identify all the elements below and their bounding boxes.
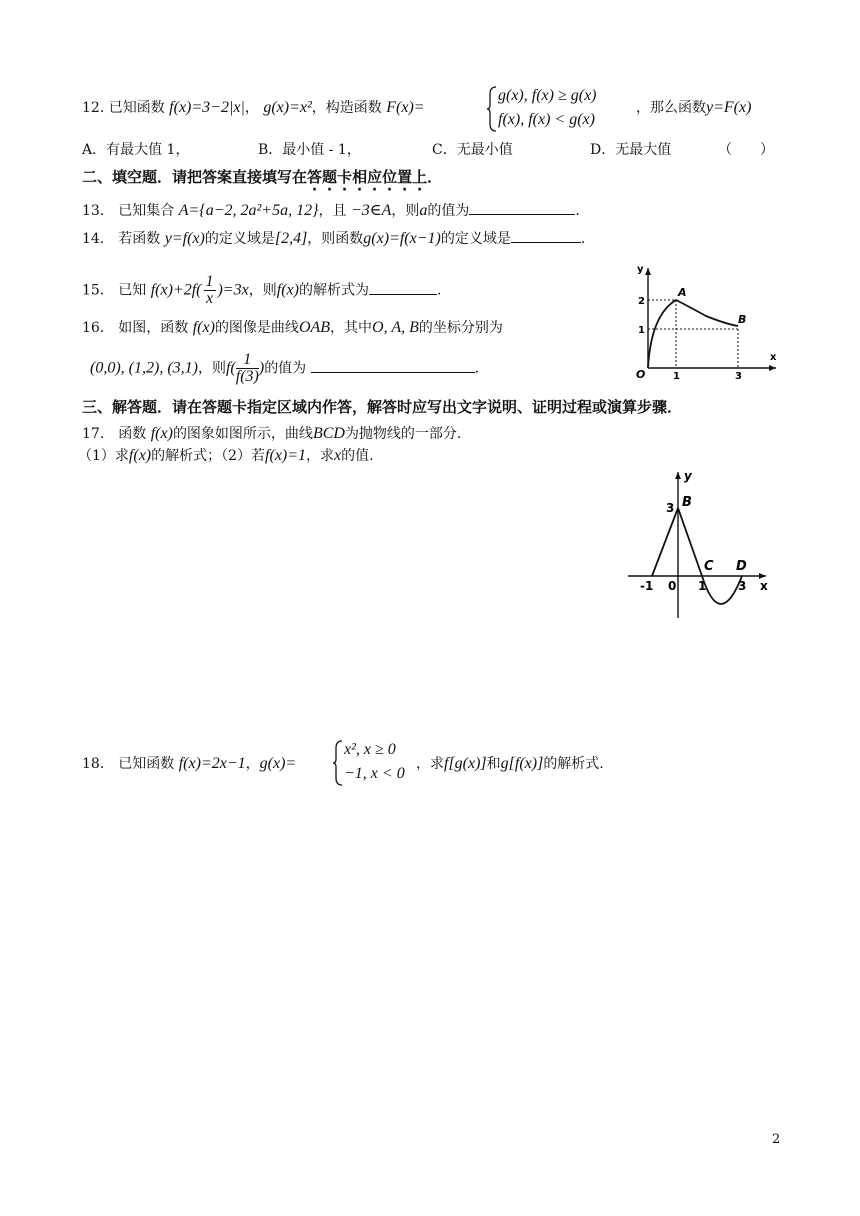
q12-option-b: B．最小值 - 1， bbox=[258, 142, 361, 158]
fig17-point-b: B bbox=[682, 495, 692, 510]
fig16-origin: O bbox=[636, 368, 646, 380]
q14-gfn: g(x)=f(x−1) bbox=[363, 230, 441, 247]
q16-expr-a: f( bbox=[225, 359, 236, 377]
q18-case2: −1, x < 0 bbox=[344, 765, 405, 782]
q14-text2: 的定义域是 bbox=[204, 231, 275, 247]
section3-heading: 三、解答题．请在答题卡指定区域内作答，解答时应写出文字说明、证明过程或演算步骤． bbox=[82, 398, 683, 416]
q14-end: . bbox=[580, 231, 586, 247]
q13-cond: −3∈A bbox=[350, 202, 392, 219]
q14-answer-blank[interactable] bbox=[511, 228, 581, 243]
q16-line1 bbox=[82, 318, 503, 338]
q12-label: 12. bbox=[82, 100, 105, 116]
q12-tail-line bbox=[636, 98, 751, 118]
fig16-ytick-1: 1 bbox=[638, 325, 645, 336]
fig17-y-arrow bbox=[675, 472, 681, 479]
q13-text4: 的值为 bbox=[427, 203, 470, 219]
q16-label: 16． bbox=[82, 320, 114, 336]
section2-dotted bbox=[307, 168, 427, 186]
q12-option-a: A．有最大值 1， bbox=[82, 142, 190, 158]
fig16-y-arrow bbox=[645, 268, 651, 275]
q12-case2: f(x), f(x) < g(x) bbox=[498, 111, 595, 128]
q17-sub2: ，求 bbox=[306, 448, 335, 464]
q13-text3: ，则 bbox=[391, 203, 420, 219]
q17-cond: f(x)=1 bbox=[265, 447, 307, 464]
fig16-x-label: x bbox=[770, 352, 777, 363]
q14-fn: y=f(x) bbox=[164, 230, 205, 247]
fig17-x-label: x bbox=[760, 579, 768, 593]
q15-fraction bbox=[204, 274, 216, 307]
q17-line2 bbox=[78, 446, 374, 466]
q16-text4: 的坐标分别为 bbox=[418, 320, 503, 336]
fig17-xtick-neg1: -1 bbox=[640, 579, 654, 593]
fig17-xtick-0: 0 bbox=[668, 579, 677, 593]
q16-line2 bbox=[90, 352, 479, 385]
q13-end: . bbox=[575, 203, 580, 219]
q16-frac-den: f(3) bbox=[235, 368, 259, 385]
q16-text2: 的图像是曲线 bbox=[214, 320, 299, 336]
section2-dotted-char: 置 bbox=[397, 168, 413, 186]
fig16-point-a: A bbox=[678, 286, 687, 299]
section2-dotted-char: 上 bbox=[412, 168, 428, 186]
fig17-point-d: D bbox=[736, 559, 747, 574]
q12-lead: 已知函数 bbox=[108, 100, 165, 116]
fig17-ytick-3: 3 bbox=[666, 501, 675, 515]
fig17-segment-ab bbox=[652, 508, 678, 576]
q16-expr-b: ) bbox=[258, 359, 265, 377]
q17-text1: 函数 bbox=[118, 426, 147, 442]
q17-fx: f(x) bbox=[150, 425, 173, 442]
q12-f-def: f(x)=3−2|x| bbox=[169, 99, 245, 116]
q18-case1: x², x ≥ 0 bbox=[344, 741, 396, 758]
q17-fx2: f(x) bbox=[128, 447, 152, 464]
q12-answer-paren: （ ） bbox=[718, 142, 774, 158]
q18-label: 18． bbox=[82, 756, 114, 772]
q17-sub1: （1）求 bbox=[78, 448, 129, 464]
fig16-xtick-3: 3 bbox=[735, 371, 742, 380]
q18-fdef: f(x)=2x−1 bbox=[178, 755, 246, 772]
fig16-y-label: y bbox=[637, 264, 644, 275]
q14-text1: 若函数 bbox=[118, 231, 161, 247]
q18-e1: f[g(x)] bbox=[444, 755, 487, 772]
q16-curve: OAB bbox=[298, 319, 331, 336]
q12-option-d: D．无最大值 bbox=[590, 142, 672, 158]
q13-text1: 已知集合 bbox=[118, 203, 175, 219]
q15-eq-a: f(x)+2f( bbox=[150, 281, 202, 299]
q15-text1: 已知 bbox=[118, 282, 147, 299]
q18-e2: g[f(x)] bbox=[500, 755, 544, 772]
q12-tail: ，那么函数 bbox=[636, 100, 706, 116]
q14-text4: 的定义域是 bbox=[440, 231, 511, 247]
q17-curve: BCD bbox=[312, 425, 345, 442]
q12-brace bbox=[486, 86, 498, 132]
q13-text2: ，且 bbox=[318, 203, 347, 219]
section2-plain: 二、填空题．请把答案直接填写在 bbox=[82, 168, 308, 186]
q16-fx: f(x) bbox=[192, 319, 215, 336]
q16-end: . bbox=[474, 360, 480, 377]
q17-sub3: 的值. bbox=[341, 448, 374, 464]
section2-dotted-char: 相 bbox=[352, 168, 368, 186]
q13-label: 13． bbox=[82, 203, 114, 219]
q15-frac-den: x bbox=[205, 290, 214, 307]
q18-brace bbox=[332, 740, 344, 786]
q12-sep1: ， bbox=[244, 100, 259, 116]
section2-dotted-char: 题 bbox=[322, 168, 338, 186]
q12-y-def: y=F(x) bbox=[706, 99, 752, 116]
q15-answer-blank[interactable] bbox=[369, 280, 437, 295]
q18-tail-line bbox=[416, 754, 604, 774]
q12-sep2: ，构造函数 bbox=[311, 100, 382, 116]
fig16-curve bbox=[648, 300, 738, 368]
q17-label: 17． bbox=[82, 426, 114, 442]
q13-answer-blank[interactable] bbox=[469, 200, 575, 215]
q18-gdef: g(x)= bbox=[259, 755, 297, 772]
q14-text3: ，则函数 bbox=[307, 231, 364, 247]
q14-line bbox=[82, 228, 585, 249]
fig17-y-label: y bbox=[684, 469, 692, 483]
q17-line1 bbox=[82, 424, 461, 444]
q12-F-lhs: F(x)= bbox=[386, 99, 425, 116]
q18-text1: 已知函数 bbox=[118, 756, 175, 772]
q13-set: A={a−2, 2a²+5a, 12} bbox=[178, 202, 319, 219]
q15-frac-num: 1 bbox=[205, 273, 214, 290]
q18-line bbox=[82, 754, 296, 774]
q15-fx: f(x) bbox=[276, 281, 299, 299]
q15-text2: ，则 bbox=[248, 282, 277, 299]
q12-case1: g(x), f(x) ≥ g(x) bbox=[498, 87, 597, 104]
q17-text2: 的图象如图所示，曲线 bbox=[172, 426, 313, 442]
fig16-ytick-2: 2 bbox=[638, 296, 645, 307]
q12-line bbox=[82, 98, 425, 118]
q12-g-def: g(x)=x² bbox=[263, 99, 312, 116]
q14-domain: [2,4] bbox=[274, 230, 308, 247]
fig16-point-b: B bbox=[738, 313, 747, 326]
q15-end: . bbox=[436, 282, 442, 299]
section2-dotted-char: 应 bbox=[367, 168, 383, 186]
q17-sub1b: 的解析式；（2）若 bbox=[151, 448, 266, 464]
q16-text5: ，则 bbox=[197, 360, 226, 377]
q16-pts: O, A, B bbox=[372, 319, 419, 336]
fig17-point-c: C bbox=[704, 559, 714, 574]
q15-label: 15． bbox=[82, 282, 114, 299]
fig17-xtick-3: 3 bbox=[738, 579, 747, 593]
q14-label: 14． bbox=[82, 231, 114, 247]
q16-fraction bbox=[236, 352, 259, 385]
q18-sep: ， bbox=[245, 756, 260, 772]
q16-frac-num: 1 bbox=[236, 352, 259, 369]
q12-option-c: C．无最小值 bbox=[432, 142, 513, 158]
q16-coords: (0,0), (1,2), (3,1) bbox=[90, 359, 198, 377]
q16-text6: 的值为 bbox=[264, 360, 307, 377]
section2-end: ． bbox=[427, 168, 443, 186]
fig17-parabola-bcd bbox=[678, 508, 742, 604]
fig17-xtick-1: 1 bbox=[698, 579, 707, 593]
q16-answer-blank[interactable] bbox=[311, 358, 475, 373]
section2-dotted-char: 答 bbox=[307, 168, 323, 186]
q15-line bbox=[82, 274, 441, 307]
fig16-x-arrow bbox=[769, 365, 776, 371]
q17-text3: 为抛物线的一部分. bbox=[344, 426, 462, 442]
section2-dotted-char: 卡 bbox=[337, 168, 353, 186]
q13-var: a bbox=[419, 202, 428, 219]
q16-text1: 如图，函数 bbox=[118, 320, 189, 336]
q17-var: x bbox=[334, 447, 342, 464]
q15-eq-b: )=3x bbox=[217, 281, 249, 299]
q16-figure bbox=[626, 260, 782, 380]
fig16-xtick-1: 1 bbox=[673, 371, 680, 380]
q16-text3: ，其中 bbox=[330, 320, 373, 336]
section2-heading bbox=[82, 166, 442, 187]
q15-text3: 的解析式为 bbox=[298, 282, 369, 299]
q17-figure bbox=[624, 464, 774, 624]
q13-line bbox=[82, 200, 580, 221]
section2-dotted-char: 位 bbox=[382, 168, 398, 186]
q18-text3: 和 bbox=[486, 756, 501, 772]
q18-text4: 的解析式. bbox=[543, 756, 604, 772]
q18-text2: ，求 bbox=[416, 756, 444, 772]
page-number: 2 bbox=[772, 1132, 781, 1147]
